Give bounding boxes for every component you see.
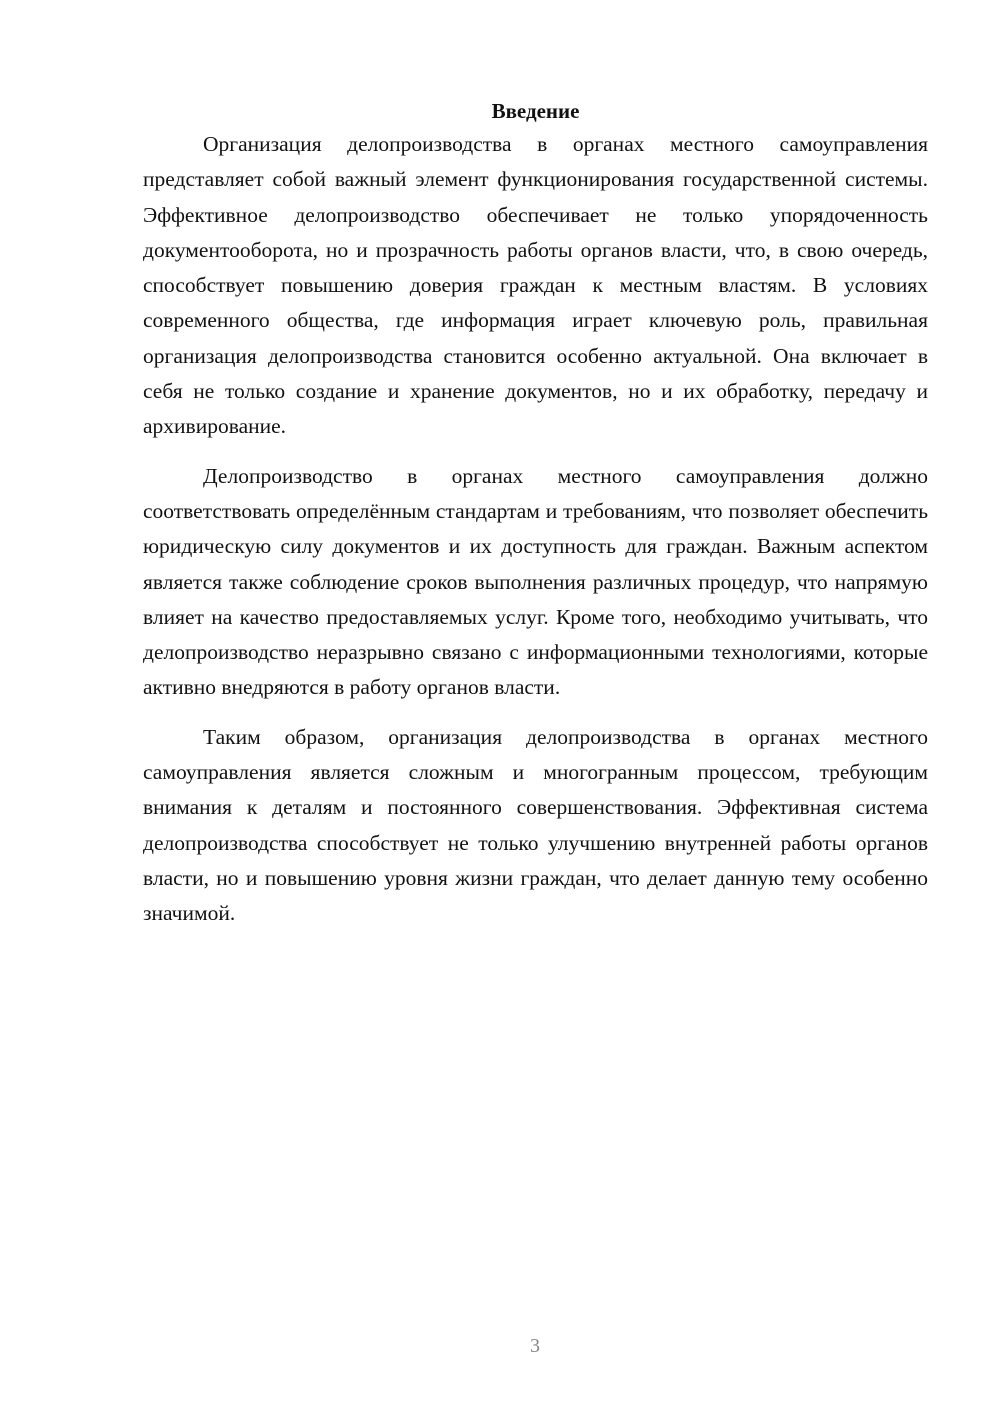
- paragraph-3: Таким образом, организация делопроизводства в органах местного самоуправления является сложным и многогранным процессом, требующим внимания к деталям и постоянного совершенствования. Эффективная система делопроизводства способствует не только улучшению внутренней работы органов власти, но и повышению уровня жизни граждан, что делает данную тему особенно значимой.: [143, 724, 928, 926]
- paragraph-2: Делопроизводство в органах местного самоуправления должно соответствовать определённым стандартам и требованиям, что позволяет обеспечить юридическую силу документов и их доступность для граждан. Важным аспектом является также соблюдение сроков выполнения различных процедур, что напрямую влияет на качество предоставляемых услуг. Кроме того, необходимо учитывать, что делопроизводство неразрывно связано с информационными технологиями, которые активно внедряются в работу органов власти.: [143, 463, 928, 700]
- page-content: [143, 95, 928, 932]
- section-title: Введение: [491, 99, 580, 123]
- paragraph-1: Организация делопроизводства в органах местного самоуправления представляет собой важный элемент функционирования государственной системы. Эффективное делопроизводство обеспечивает не только упорядоченность документооборота, но и прозрачность работы органов власти, что, в свою очередь, способствует повышению доверия граждан к местным властям. В условиях современного общества, где информация играет ключевую роль, правильная организация делопроизводства становится особенно актуальной. Она включает в себя не только создание и хранение документов, но и их обработку, передачу и архивирование.: [143, 132, 928, 439]
- page-number: 3: [530, 1335, 540, 1357]
